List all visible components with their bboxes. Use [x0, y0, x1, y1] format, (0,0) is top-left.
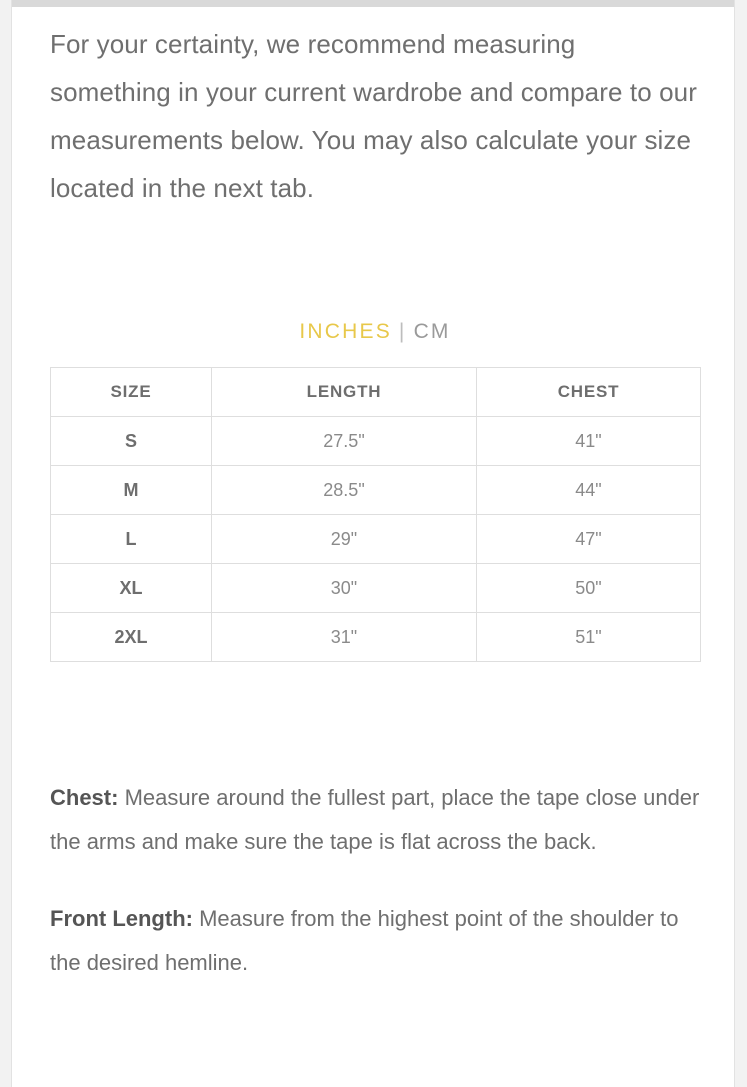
- column-header-length: LENGTH: [212, 368, 477, 417]
- content-area: [50, 0, 700, 1018]
- column-header-chest: CHEST: [477, 368, 701, 417]
- cell-length: 31": [212, 613, 477, 662]
- note-chest: [50, 776, 700, 864]
- unit-cm-option[interactable]: CM: [413, 320, 451, 343]
- page-left-edge: [0, 0, 12, 1087]
- cell-size: S: [51, 417, 212, 466]
- cell-chest: 51": [477, 613, 701, 662]
- cell-length: 28.5": [212, 466, 477, 515]
- cell-chest: 47": [477, 515, 701, 564]
- column-header-size: SIZE: [51, 368, 212, 417]
- measurement-notes: [50, 776, 700, 985]
- table-row: [51, 613, 701, 662]
- cell-length: 29": [212, 515, 477, 564]
- cell-size: XL: [51, 564, 212, 613]
- unit-inches-option[interactable]: INCHES: [299, 320, 392, 343]
- unit-separator: |: [398, 320, 407, 343]
- page-right-edge: [734, 0, 747, 1087]
- cell-size: M: [51, 466, 212, 515]
- cell-chest: 41": [477, 417, 701, 466]
- cell-length: 30": [212, 564, 477, 613]
- note-chest-label: Chest:: [50, 785, 119, 810]
- note-chest-text: Measure around the fullest part, place the tape close under the arms and make sure the tape is flat across the back.: [50, 785, 700, 854]
- note-front-length: [50, 897, 700, 985]
- cell-size: L: [51, 515, 212, 564]
- table-row: [51, 515, 701, 564]
- intro-paragraph: For your certainty, we recommend measuring something in your current wardrobe and compare to our measurements below. You may also calculate your size located in the next tab.: [50, 29, 697, 203]
- cell-size: 2XL: [51, 613, 212, 662]
- cell-length: 27.5": [212, 417, 477, 466]
- cell-chest: 44": [477, 466, 701, 515]
- table-header-row: [51, 368, 701, 417]
- unit-toggle[interactable]: [50, 320, 700, 344]
- note-front-length-label: Front Length:: [50, 906, 193, 931]
- table-row: [51, 417, 701, 466]
- table-row: [51, 564, 701, 613]
- table-row: [51, 466, 701, 515]
- note-front-length-text: Measure from the highest point of the shoulder to the desired hemline.: [50, 906, 679, 975]
- size-chart-table: [50, 367, 701, 662]
- cell-chest: 50": [477, 564, 701, 613]
